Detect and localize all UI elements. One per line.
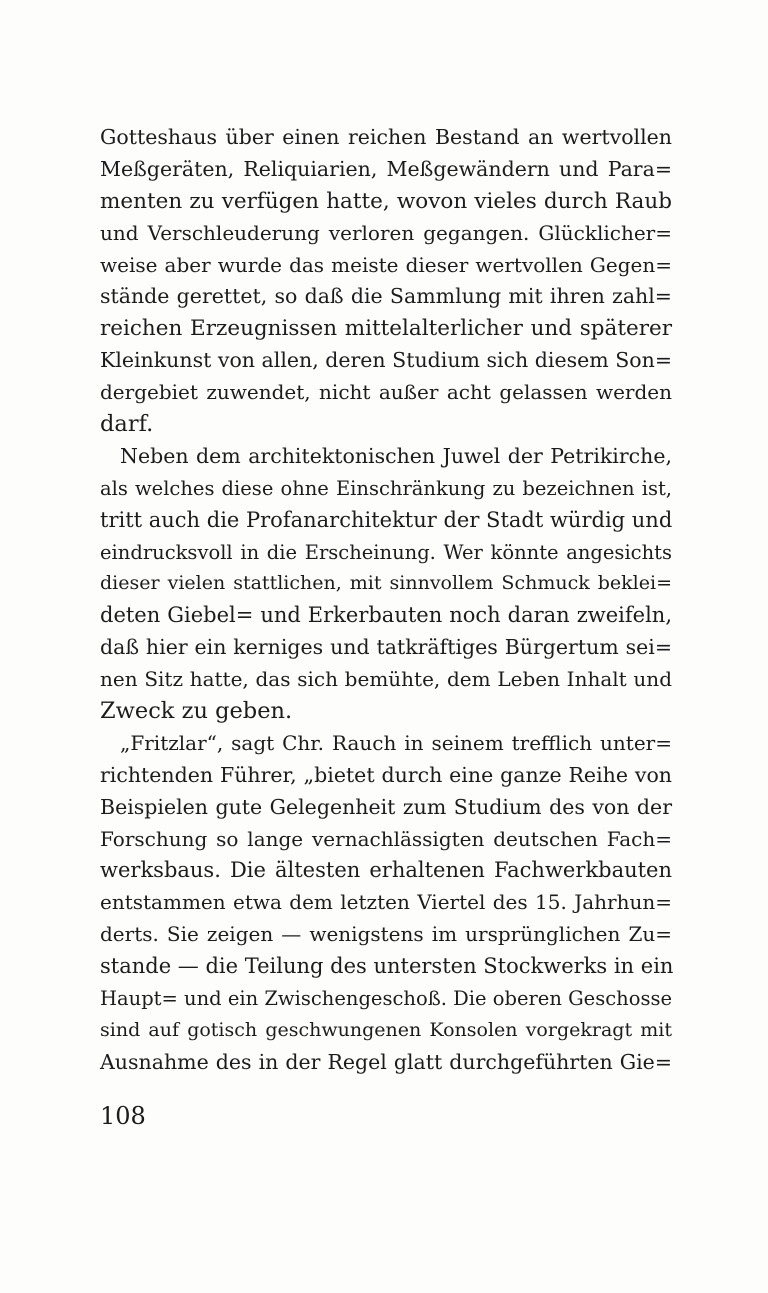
text-line: entstammen etwa dem letzten Viertel des 15. Jahrhun= [100,890,672,915]
text-line: Gotteshaus über einen reichen Bestand an wertvollen [100,125,672,149]
text-line: reichen Erzeugnissen mittelalterlicher und späterer [100,316,672,342]
text-line: richtenden Führer, „bietet durch eine ganze Reihe von [100,762,672,787]
text-line: tritt auch die Profanarchitektur der Stadt würdig und [100,507,673,532]
text-line: eindrucksvoll in die Erscheinung. Wer könnte angesichts [100,540,672,564]
text-line: sind auf gotisch geschwungenen Konsolen vorgekragt mit [100,1018,672,1041]
text-line: Forschung so lange vernachlässigten deutschen Fach= [100,826,672,851]
text-line: „Fritzlar“, sagt Chr. Rauch in seinem trefflich unter= [120,730,672,755]
text-line: darf. [100,411,154,438]
text-line: derts. Sie zeigen — wenigstens im ursprünglichen Zu= [100,922,672,947]
body-text [100,122,672,1079]
text-line: Kleinkunst von allen, deren Studium sich diesem Son= [100,348,672,373]
text-line: und Verschleuderung verloren gegangen. Glücklicher= [100,220,672,245]
text-line: werksbaus. Die ältesten erhaltenen Fachwerkbauten [100,858,672,883]
text-line: dieser vielen stattlichen, mit sinnvollem Schmuck beklei= [100,572,672,595]
text-line: stande — die Teilung des untersten Stockwerks in ein [100,954,674,979]
text-line: stände gerettet, so daß die Sammlung mit ihren zahl= [100,284,672,309]
text-line: Ausnahme des in der Regel glatt durchgeführten Gie= [100,1049,672,1074]
text-line: Haupt= und ein Zwischengeschoß. Die oberen Geschosse [100,987,673,1011]
text-line: Neben dem architektonischen Juwel der Petrikirche, [120,443,672,468]
text-line: weise aber wurde das meiste dieser wertvollen Gegen= [100,252,672,277]
text-line: daß hier ein kerniges und tatkräftiges Bürgertum sei= [100,635,672,660]
text-line: menten zu verfügen hatte, wovon vieles durch Raub [100,188,672,214]
text-line: Meßgeräten, Reliquiarien, Meßgewändern und Para= [100,156,672,181]
text-line: als welches diese ohne Einschränkung zu bezeichnen ist, [100,476,672,500]
text-line: Beispielen gute Gelegenheit zum Studium des von der [100,794,672,819]
text-line: nen Sitz hatte, das sich bemühte, dem Leben Inhalt und [100,667,672,692]
text-line: Zweck zu geben. [100,698,293,725]
text-line: deten Giebel= und Erkerbauten noch daran zweifeln, [100,603,672,628]
text-line: dergebiet zuwendet, nicht außer acht gelassen werden [100,380,672,405]
page-number: 108 [100,1102,146,1130]
